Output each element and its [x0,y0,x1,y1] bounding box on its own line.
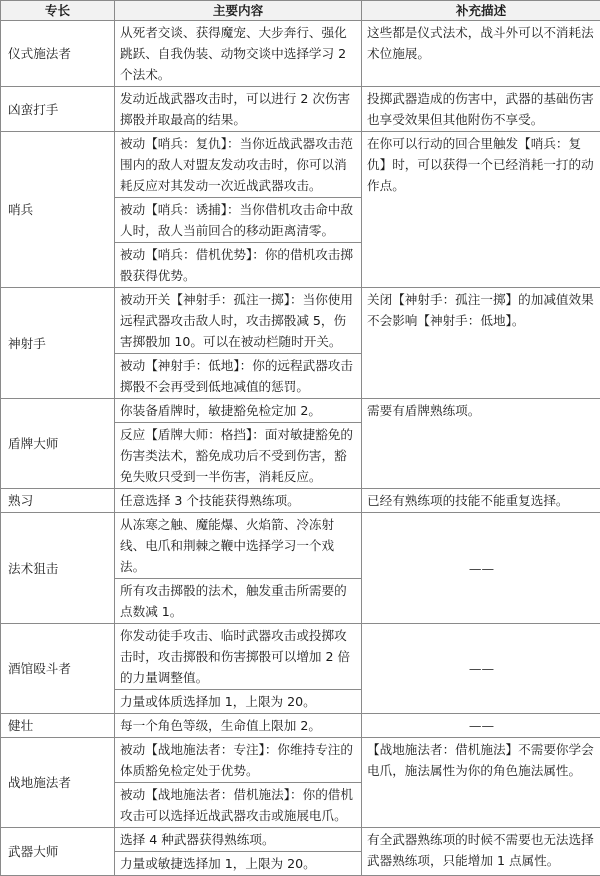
feat-note: 在你可以行动的回合里触发【哨兵：复仇】时，可以获得一个已经消耗一打的动作点。 [362,132,600,288]
table-row [1,21,600,87]
feat-effect: 选择 4 种武器获得熟练项。 [115,828,362,852]
table-row [1,624,600,690]
header-feat: 专长 [1,1,115,21]
table-row [1,738,600,783]
feat-note: 已经有熟练项的技能不能重复选择。 [362,489,600,513]
table-row [1,399,600,423]
feat-name: 盾牌大师 [1,399,115,489]
table-row [1,513,600,579]
feat-effect: 被动【神射手：低地】：你的远程武器攻击掷骰不会再受到低地减值的惩罚。 [115,354,362,399]
feat-effect: 被动开关【神射手：孤注一掷】：当你使用远程武器攻击敌人时，攻击掷骰减 5，伤害掷骰加 10。可以在被动栏随时开关。 [115,288,362,354]
feat-effect: 力量或敏捷选择加 1，上限为 20。 [115,852,362,876]
feat-effect: 你发动徒手攻击、临时武器攻击或投掷攻击时，攻击掷骰和伤害掷骰可以增加 2 倍的力量调整值。 [115,624,362,690]
feat-effect: 你装备盾牌时，敏捷豁免检定加 2。 [115,399,362,423]
feat-name: 酒馆殴斗者 [1,624,115,714]
feat-effect: 被动【哨兵：复仇】：当你近战武器攻击范围内的敌人对盟友发动攻击时，你可以消耗反应对其发动一次近战武器攻击。 [115,132,362,198]
feat-effect: 任意选择 3 个技能获得熟练项。 [115,489,362,513]
header-main-content: 主要内容 [115,1,362,21]
feat-effect: 反应【盾牌大师：格挡】：面对敏捷豁免的伤害类法术，豁免成功后不受到伤害，豁免失败只受到一半伤害，消耗反应。 [115,423,362,489]
feat-note: 需要有盾牌熟练项。 [362,399,600,489]
table-row [1,828,600,852]
feat-note: 关闭【神射手：孤注一掷】的加减值效果不会影响【神射手：低地】。 [362,288,600,399]
table-row [1,132,600,198]
feat-name: 凶蛮打手 [1,87,115,132]
feat-note: 有全武器熟练项的时候不需要也无法选择武器熟练项，只能增加 1 点属性。 [362,828,600,876]
table-row [1,87,600,132]
feat-name: 健壮 [1,714,115,738]
feat-effect: 从死者交谈、获得魔宠、大步奔行、强化跳跃、自我伪装、动物交谈中选择学习 2 个法术。 [115,21,362,87]
feat-note: 投掷武器造成的伤害中，武器的基础伤害也享受效果但其他附伤不享受。 [362,87,600,132]
feat-effect: 被动【哨兵：诱捕】：当你借机攻击命中敌人时，敌人当前回合的移动距离清零。 [115,198,362,243]
feat-effect: 每一个角色等级，生命值上限加 2。 [115,714,362,738]
feat-name: 战地施法者 [1,738,115,828]
feat-effect: 被动【战地施法者：专注】：你维持专注的体质豁免检定处于优势。 [115,738,362,783]
feat-name: 武器大师 [1,828,115,876]
feat-name: 神射手 [1,288,115,399]
header-row [1,1,600,21]
feat-name: 哨兵 [1,132,115,288]
feat-note: 这些都是仪式法术，战斗外可以不消耗法术位施展。 [362,21,600,87]
feat-note: —— [362,624,600,714]
feat-effect: 所有攻击掷骰的法术，触发重击所需要的点数减 1。 [115,579,362,624]
table-row [1,288,600,354]
feat-effect: 力量或体质选择加 1，上限为 20。 [115,690,362,714]
feat-name: 熟习 [1,489,115,513]
feat-name: 仪式施法者 [1,21,115,87]
feat-name: 法术狙击 [1,513,115,624]
feat-note: —— [362,714,600,738]
feat-effect: 被动【战地施法者：借机施法】：你的借机攻击可以选择近战武器攻击或施展电爪。 [115,783,362,828]
table-row [1,489,600,513]
feat-effect: 被动【哨兵：借机优势】：你的借机攻击掷骰获得优势。 [115,243,362,288]
table-row [1,714,600,738]
feat-note: 【战地施法者：借机施法】不需要你学会电爪，施法属性为你的角色施法属性。 [362,738,600,828]
feat-note: —— [362,513,600,624]
feat-effect: 从冻寒之触、魔能爆、火焰箭、冷冻射线、电爪和荆棘之鞭中选择学习一个戏法。 [115,513,362,579]
feat-effect: 发动近战武器攻击时，可以进行 2 次伤害掷骰并取最高的结果。 [115,87,362,132]
header-supplement: 补充描述 [362,1,600,21]
table-body [1,21,600,876]
